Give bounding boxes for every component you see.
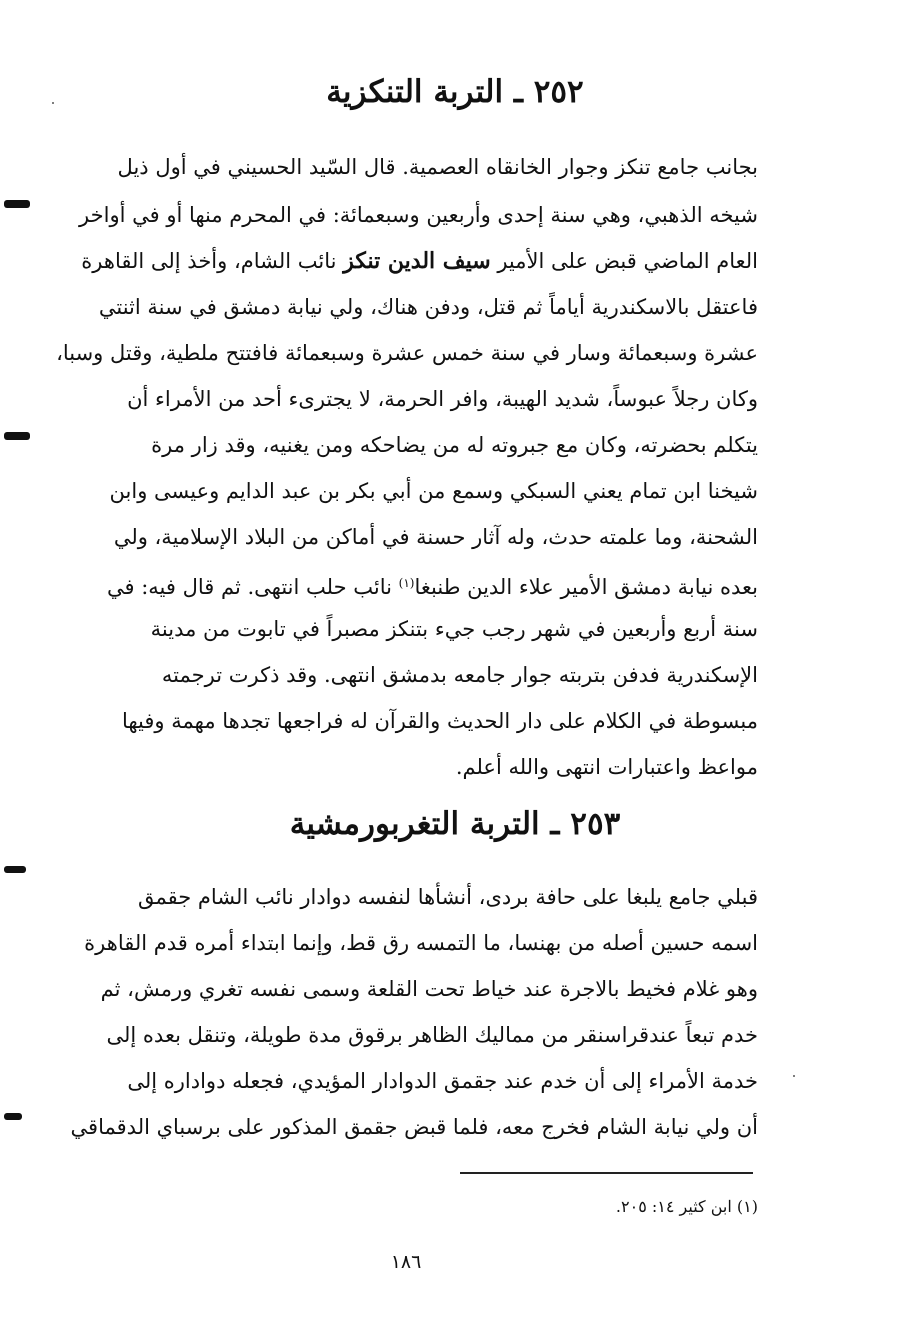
scan-speck (793, 1075, 795, 1077)
text-line: بجانب جامع تنكز وجوار الخانقاه العصمية. قال السّيد الحسيني في أول ذيل (117, 155, 758, 179)
text-line: خدم تبعاً عندقراسنقر من مماليك الظاهر برقوق مدة طويلة، وتنقل بعده إلى (106, 1023, 758, 1047)
text-line: عشرة وسبعمائة وسار في سنة خمس عشرة وسبعمائة فافتتح ملطية، وقتل وسبا، (56, 341, 758, 365)
section-heading-253: ٢٥٣ ـ التربة التغربورمشية (289, 806, 621, 842)
text-line: سنة أربع وأربعين في شهر رجب جيء بتنكز مصبراً في تابوت من مدينة (150, 617, 758, 641)
footnote-separator (460, 1172, 753, 1174)
line-segment: بعده نيابة دمشق الأمير علاء الدين طنبغا (414, 575, 758, 599)
text-line: مواعظ واعتبارات انتهى والله أعلم. (455, 755, 758, 779)
scan-mark (4, 432, 30, 440)
line-segment: نائب (297, 249, 337, 273)
text-line: مبسوطة في الكلام على دار الحديث والقرآن له فراجعها تجدها مهمة وفيها (121, 709, 758, 733)
page-number: ١٨٦ (390, 1251, 422, 1273)
text-line: فاعتقل بالاسكندرية أياماً ثم قتل، ودفن هناك، ولي نيابة دمشق في سنة اثنتي (98, 295, 758, 319)
text-line: وهو غلام فخيط بالاجرة عند خياط تحت القلعة وسمى نفسه تغري ورمش، ثم (100, 977, 758, 1001)
text-line: وكان رجلاً عبوساً، شديد الهيبة، وافر الحرمة، لا يجترىء أحد من الأمراء أن (127, 387, 758, 411)
scan-mark (4, 200, 30, 208)
text-line: أن ولي نيابة الشام فخرج معه، فلما قبض جقمق المذكور على برسباي الدقماقي (70, 1115, 758, 1139)
text-line: شيخه الذهبي، وهي سنة إحدى وأربعين وسبعمائة: في المحرم منها أو في أواخر (79, 203, 758, 227)
text-line (0, 569, 758, 601)
text-line (0, 247, 758, 275)
text-line: شيخنا ابن تمام يعني السبكي وسمع من أبي بكر بن عبد الدايم وعيسى وابن (109, 479, 758, 503)
section-heading-252: ٢٥٢ ـ التربة التنكزية (326, 74, 584, 110)
text-line: خدمة الأمراء إلى أن خدم عند جقمق الدوادار المؤيدي، فجعله دواداره إلى (127, 1069, 758, 1093)
footnote-reference: (١) (398, 576, 415, 590)
text-line: اسمه حسين أصله من بهنسا، ما التمسه رق قط، وإنما ابتداء أمره قدم القاهرة (84, 931, 758, 955)
scan-speck (52, 102, 54, 104)
text-line: الإسكندرية فدفن بتربته جوار جامعه بدمشق انتهى. وقد ذكرت ترجمته (161, 663, 758, 687)
footnote: (١) ابن كثير ١٤: ٢٠٥. (615, 1197, 758, 1216)
text-line: الشحنة، وما علمته حدث، وله آثار حسنة في أماكن من البلاد الإسلامية، ولي (113, 525, 758, 549)
text-line: يتكلم بحضرته، وكان مع جبروته له من يضاحكه ومن يغنيه، وقد زار مرة (151, 433, 758, 457)
line-segment: نائب حلب انتهى. ثم قال فيه: في (107, 575, 392, 599)
scan-mark (4, 1113, 22, 1120)
bold-name: سيف الدين تنكز (343, 248, 491, 274)
text-line: قبلي جامع يلبغا على حافة بردى، أنشأها لنفسه دوادار نائب الشام جقمق (137, 885, 758, 909)
scan-mark (4, 866, 26, 873)
line-segment: الشام، وأخذ إلى القاهرة (81, 249, 292, 273)
line-segment: العام الماضي قبض على الأمير (497, 249, 758, 273)
